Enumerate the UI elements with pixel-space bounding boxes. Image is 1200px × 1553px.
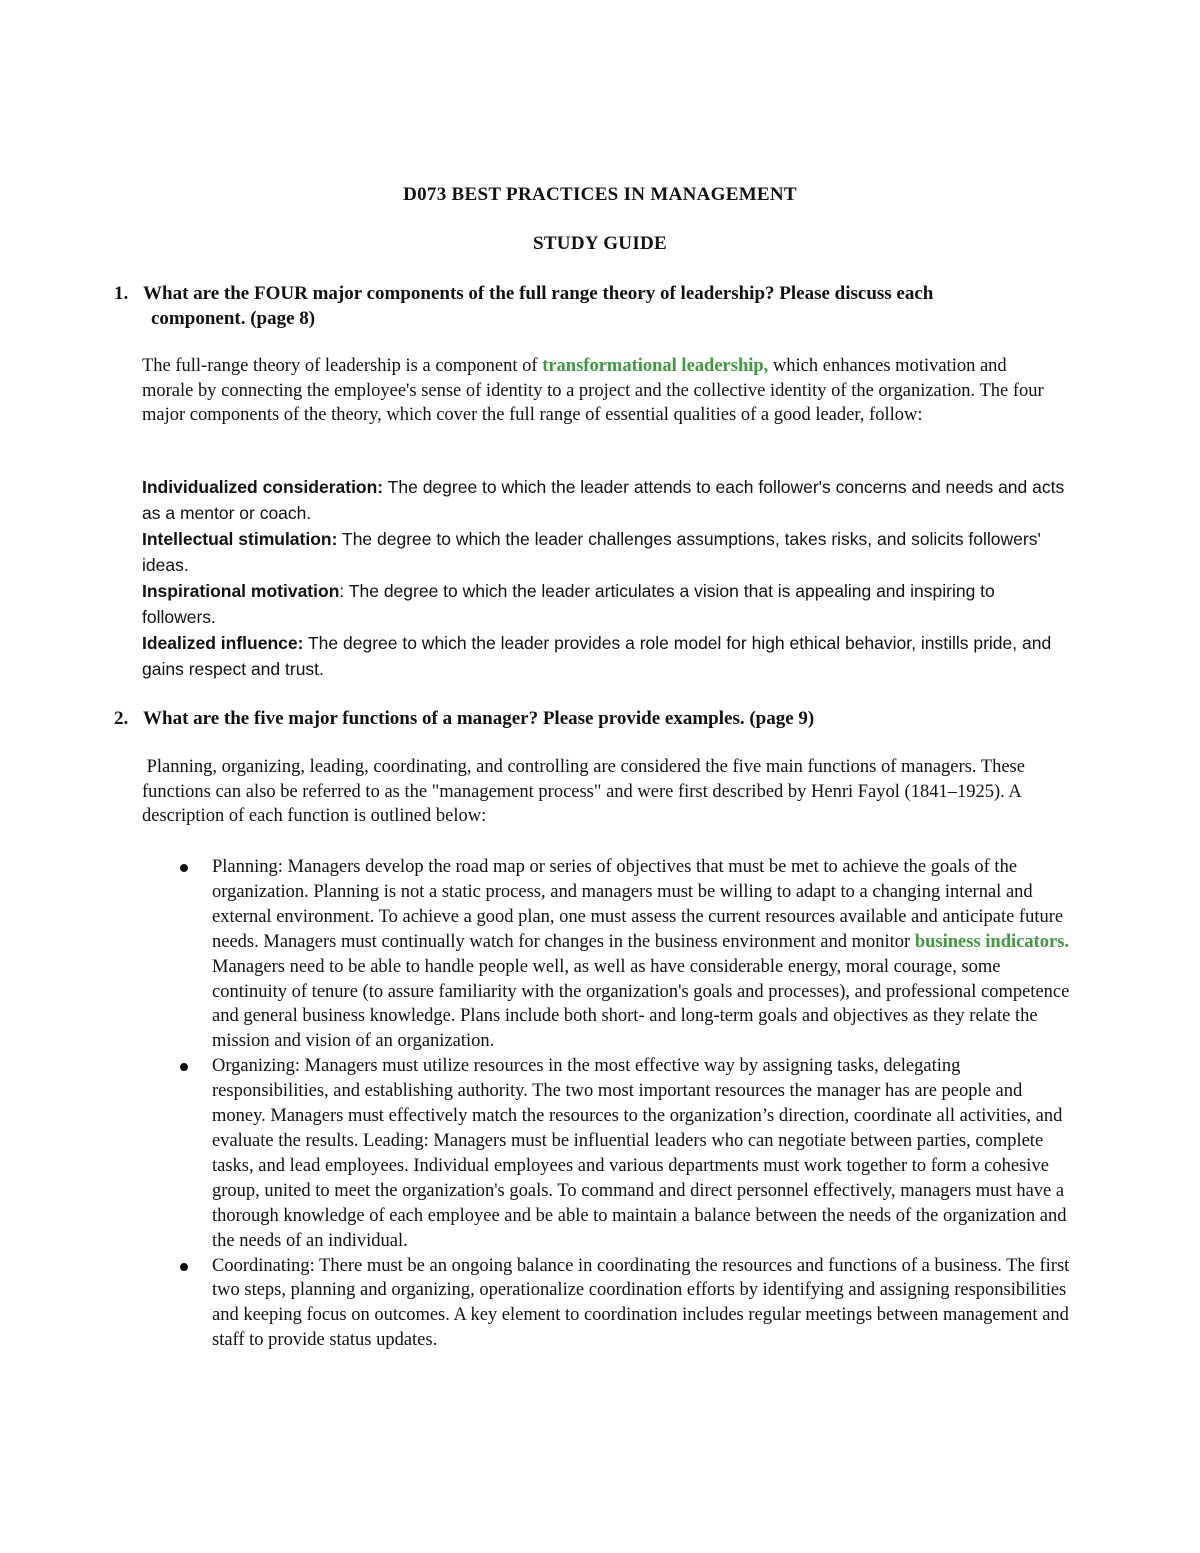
component-desc: The degree to which the leader attends to each follower's concerns and needs and acts as a mentor or coach. bbox=[142, 477, 1065, 523]
bullet-icon bbox=[180, 1063, 188, 1071]
list-item bbox=[142, 855, 1072, 1054]
question-number: 2. bbox=[114, 708, 129, 729]
bullet-text: Planning: Managers develop the road map or series of objectives that must be met to achieve the goals of the organization. Planning is not a static process, and managers must be willing to adapt to a changing internal and external environment. To achieve a good plan, one must assess the current resources available and anticipate future needs. Managers must continually watch for changes in the business environment and monitor bbox=[212, 857, 1064, 952]
bullet-icon bbox=[180, 864, 188, 872]
components-list bbox=[142, 474, 1072, 682]
list-item bbox=[142, 1054, 1072, 1253]
component-desc: : The degree to which the leader articulates a vision that is appealing and inspiring to followers. bbox=[142, 581, 995, 627]
bullet-text: Organizing: Managers must utilize resources in the most effective way by assigning tasks, delegating responsibilities, and establishing authority. The two most important resources the manager has are people and money. Managers must effectively match the resources to the organization’s direction, coordinate all activities, and evaluate the results. Leading: Managers must be influential leaders who can negotiate between parties, complete tasks, and lead employees. Individual employees and various departments must work together to form a cohesive group, united to meet the organization's goals. To command and direct personnel effectively, managers must have a thorough knowledge of each employee and be able to maintain a balance between the needs of the organization and the needs of an individual. bbox=[212, 1056, 1067, 1251]
component-desc: The degree to which the leader challenges assumptions, takes risks, and solicits followers' ideas. bbox=[142, 529, 1041, 575]
functions-list bbox=[142, 855, 1072, 1353]
question-line: component. (page 8) bbox=[151, 308, 316, 329]
bullet-icon bbox=[180, 1263, 188, 1271]
answer-1-intro bbox=[142, 354, 1062, 428]
document-title: D073 BEST PRACTICES IN MANAGEMENT bbox=[403, 184, 797, 205]
component-term: Idealized influence: bbox=[142, 633, 304, 653]
question-line: What are the five major functions of a manager? Please provide examples. (page 9) bbox=[143, 708, 815, 729]
question-line: What are the FOUR major components of the full range theory of leadership? Please discuss each bbox=[143, 283, 934, 304]
question-2 bbox=[114, 706, 1074, 731]
component-item bbox=[142, 474, 1072, 526]
list-item bbox=[142, 1254, 1072, 1354]
intro-text: which enhances motivation and morale by connecting the employee's sense of identity to a project and the collective identity of the organization. The four major components of the theory, which cover the full range of essential qualities of a good leader, follow: bbox=[142, 356, 1044, 425]
question-text bbox=[114, 706, 1074, 731]
component-item bbox=[142, 630, 1072, 682]
answer-2-intro: Planning, organizing, leading, coordinating, and controlling are considered the five main functions of managers. These functions can also be referred to as the "management process" and were first described by Henri Fayol (1841–1925). A description of each function is outlined below: bbox=[142, 757, 1030, 826]
component-term: Inspirational motivation bbox=[142, 581, 340, 601]
transformational-leadership-link[interactable]: transformational leadership, bbox=[542, 356, 769, 376]
bullet-text: Coordinating: There must be an ongoing balance in coordinating the resources and functions of a business. The first two steps, planning and organizing, operationalize coordination efforts by identifying and assigning responsibilities and keeping focus on outcomes. A key element to coordination includes regular meetings between management and staff to provide status updates. bbox=[212, 1255, 1070, 1351]
question-number: 1. bbox=[114, 283, 129, 304]
component-item bbox=[142, 578, 1072, 630]
component-desc: The degree to which the leader provides a role model for high ethical behavior, instills pride, and gains respect and trust. bbox=[142, 633, 1052, 679]
intro-text: The full-range theory of leadership is a component of bbox=[142, 356, 543, 376]
bullet-text: Managers need to be able to handle people well, as well as have considerable energy, moral courage, some continuity of tenure (to assure familiarity with the organization's goals and processes), and professional competence and general business knowledge. Plans include both short- and long-term goals and objectives as they relate the mission and vision of an organization. bbox=[212, 956, 1070, 1052]
component-term: Intellectual stimulation: bbox=[142, 529, 338, 549]
question-text bbox=[114, 281, 1074, 331]
document-subtitle: STUDY GUIDE bbox=[532, 233, 668, 254]
component-term: Individualized consideration: bbox=[142, 477, 384, 497]
business-indicators-link[interactable]: business indicators. bbox=[914, 931, 1070, 952]
component-item bbox=[142, 526, 1072, 578]
question-1 bbox=[114, 281, 1074, 331]
